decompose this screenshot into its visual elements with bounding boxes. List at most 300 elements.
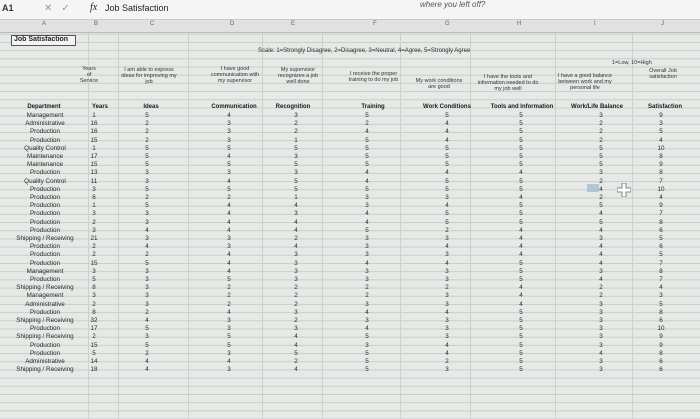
value-cell[interactable]: 4 — [365, 177, 369, 185]
value-cell[interactable]: 4 — [145, 243, 149, 251]
value-cell[interactable]: 3 — [599, 358, 603, 365]
value-cell[interactable]: 4 — [519, 169, 523, 177]
value-cell[interactable]: 5 — [365, 185, 369, 193]
value-cell[interactable]: 1 — [92, 112, 96, 119]
value-cell[interactable]: 5 — [445, 161, 449, 169]
value-cell[interactable]: 5 — [519, 267, 523, 275]
value-cell[interactable]: 3 — [294, 210, 298, 218]
value-cell[interactable]: 3 — [445, 292, 449, 300]
value-cell[interactable]: 5 — [519, 112, 523, 119]
column-letter-f[interactable]: F — [373, 21, 377, 27]
value-cell[interactable]: 4 — [227, 218, 231, 226]
value-cell[interactable]: 3 — [659, 292, 663, 300]
value-cell[interactable]: 7 — [659, 210, 663, 218]
value-cell[interactable]: 5 — [445, 177, 449, 185]
value-cell[interactable]: 3 — [294, 251, 298, 259]
department-cell[interactable]: Management — [26, 112, 64, 119]
value-cell[interactable]: 5 — [294, 185, 298, 193]
value-cell[interactable]: 3 — [445, 251, 449, 259]
department-cell[interactable]: Administrative — [25, 300, 65, 308]
value-cell[interactable]: 4 — [445, 136, 449, 144]
value-cell[interactable]: 3 — [145, 284, 149, 292]
department-cell[interactable]: Shipping / Receiving — [16, 235, 74, 242]
column-letter-a[interactable]: A — [42, 21, 47, 27]
value-cell[interactable]: 5 — [599, 202, 603, 210]
department-cell[interactable]: Production — [29, 341, 61, 349]
department-cell[interactable]: Quality Control — [24, 144, 66, 152]
value-cell[interactable]: 5 — [519, 120, 523, 128]
column-letter-j[interactable]: J — [661, 21, 664, 27]
value-cell[interactable]: 3 — [445, 194, 449, 201]
value-cell[interactable]: 4 — [294, 218, 298, 226]
value-cell[interactable]: 2 — [294, 120, 298, 128]
value-cell[interactable]: 3 — [445, 276, 449, 283]
value-cell[interactable]: 8 — [92, 308, 96, 316]
value-cell[interactable]: 1 — [92, 202, 96, 210]
value-cell[interactable]: 5 — [599, 161, 603, 169]
value-cell[interactable]: 5 — [145, 112, 149, 119]
value-cell[interactable]: 5 — [145, 161, 149, 169]
value-cell[interactable]: 4 — [294, 366, 298, 374]
value-cell[interactable]: 6 — [659, 243, 663, 251]
department-cell[interactable]: Production — [29, 349, 61, 357]
value-cell[interactable]: 4 — [145, 317, 149, 324]
value-cell[interactable]: 5 — [519, 317, 523, 324]
value-cell[interactable]: 4 — [227, 210, 231, 218]
value-cell[interactable]: 2 — [92, 218, 96, 226]
value-cell[interactable]: 2 — [599, 120, 603, 128]
department-cell[interactable]: Administrative — [25, 120, 65, 128]
value-cell[interactable]: 4 — [294, 226, 298, 234]
value-cell[interactable]: 2 — [445, 284, 449, 292]
value-cell[interactable]: 2 — [145, 349, 149, 357]
department-cell[interactable]: Production — [29, 169, 61, 177]
value-cell[interactable]: 2 — [365, 284, 369, 292]
value-cell[interactable]: 5 — [227, 333, 231, 341]
value-cell[interactable]: 3 — [445, 235, 449, 242]
department-cell[interactable]: Maintenance — [26, 153, 64, 160]
value-cell[interactable]: 17 — [90, 153, 98, 160]
value-cell[interactable]: 9 — [659, 112, 663, 119]
value-cell[interactable]: 2 — [145, 194, 149, 201]
value-cell[interactable]: 8 — [659, 308, 663, 316]
value-cell[interactable]: 5 — [145, 325, 149, 333]
value-cell[interactable]: 4 — [445, 202, 449, 210]
value-cell[interactable]: 1 — [294, 194, 298, 201]
value-cell[interactable]: 3 — [145, 235, 149, 242]
department-cell[interactable]: Production — [29, 194, 61, 201]
value-cell[interactable]: 4 — [294, 341, 298, 349]
value-cell[interactable]: 6 — [659, 358, 663, 365]
department-cell[interactable]: Shipping / Receiving — [16, 317, 74, 324]
value-cell[interactable]: 3 — [294, 267, 298, 275]
value-cell[interactable]: 3 — [227, 366, 231, 374]
value-cell[interactable]: 5 — [365, 358, 369, 365]
value-cell[interactable]: 4 — [145, 226, 149, 234]
value-cell[interactable]: 2 — [294, 317, 298, 324]
value-cell[interactable]: 3 — [294, 276, 298, 283]
value-cell[interactable]: 5 — [227, 276, 231, 283]
value-cell[interactable]: 4 — [445, 128, 449, 136]
value-cell[interactable]: 5 — [227, 185, 231, 193]
value-cell[interactable]: 17 — [90, 325, 98, 333]
value-cell[interactable]: 3 — [599, 325, 603, 333]
department-cell[interactable]: Production — [29, 325, 61, 333]
value-cell[interactable]: 4 — [365, 308, 369, 316]
value-cell[interactable]: 3 — [365, 194, 369, 201]
function-icon[interactable]: fx — [90, 2, 98, 13]
value-cell[interactable]: 4 — [519, 243, 523, 251]
value-cell[interactable]: 5 — [365, 153, 369, 160]
value-cell[interactable]: 5 — [659, 251, 663, 259]
value-cell[interactable]: 3 — [227, 235, 231, 242]
column-letter-b[interactable]: B — [94, 21, 99, 27]
value-cell[interactable]: 5 — [659, 128, 663, 136]
value-cell[interactable]: 3 — [365, 267, 369, 275]
value-cell[interactable]: 4 — [599, 349, 603, 357]
value-cell[interactable]: 4 — [445, 341, 449, 349]
value-cell[interactable]: 3 — [92, 267, 96, 275]
value-cell[interactable]: 5 — [145, 144, 149, 152]
value-cell[interactable]: 4 — [294, 333, 298, 341]
value-cell[interactable]: 9 — [659, 161, 663, 169]
value-cell[interactable]: 4 — [227, 308, 231, 316]
value-cell[interactable]: 5 — [519, 144, 523, 152]
value-cell[interactable]: 15 — [90, 341, 98, 349]
value-cell[interactable]: 5 — [365, 161, 369, 169]
department-cell[interactable]: Production — [29, 308, 61, 316]
value-cell[interactable]: 4 — [227, 153, 231, 160]
value-cell[interactable]: 4 — [445, 169, 449, 177]
value-cell[interactable]: 5 — [519, 333, 523, 341]
value-cell[interactable]: 4 — [599, 259, 603, 267]
department-cell[interactable]: Production — [29, 243, 61, 251]
value-cell[interactable]: 11 — [90, 177, 98, 185]
value-cell[interactable]: 5 — [294, 161, 298, 169]
value-cell[interactable]: 5 — [519, 128, 523, 136]
value-cell[interactable]: 3 — [294, 169, 298, 177]
value-cell[interactable]: 5 — [145, 341, 149, 349]
value-cell[interactable]: 4 — [659, 136, 663, 144]
value-cell[interactable]: 3 — [227, 317, 231, 324]
department-cell[interactable]: Production — [29, 185, 61, 193]
value-cell[interactable]: 5 — [519, 161, 523, 169]
value-cell[interactable]: 2 — [365, 292, 369, 300]
value-cell[interactable]: 6 — [659, 226, 663, 234]
value-cell[interactable]: 2 — [599, 284, 603, 292]
value-cell[interactable]: 2 — [227, 194, 231, 201]
value-cell[interactable]: 2 — [294, 284, 298, 292]
value-cell[interactable]: 5 — [519, 210, 523, 218]
value-cell[interactable]: 3 — [227, 243, 231, 251]
value-cell[interactable]: 2 — [599, 136, 603, 144]
value-cell[interactable]: 4 — [599, 210, 603, 218]
value-cell[interactable]: 2 — [227, 284, 231, 292]
value-cell[interactable]: 2 — [294, 358, 298, 365]
value-cell[interactable]: 3 — [445, 317, 449, 324]
value-cell[interactable]: 13 — [90, 169, 98, 177]
value-cell[interactable]: 3 — [145, 300, 149, 308]
value-cell[interactable]: 4 — [227, 251, 231, 259]
value-cell[interactable]: 4 — [599, 276, 603, 283]
value-cell[interactable]: 3 — [365, 202, 369, 210]
value-cell[interactable]: 2 — [92, 333, 96, 341]
value-cell[interactable]: 8 — [92, 284, 96, 292]
value-cell[interactable]: 4 — [519, 300, 523, 308]
value-cell[interactable]: 5 — [599, 144, 603, 152]
value-cell[interactable]: 2 — [294, 128, 298, 136]
value-cell[interactable]: 2 — [145, 136, 149, 144]
value-cell[interactable]: 5 — [365, 366, 369, 374]
value-cell[interactable]: 3 — [92, 185, 96, 193]
value-cell[interactable]: 4 — [599, 251, 603, 259]
value-cell[interactable]: 16 — [90, 128, 98, 136]
value-cell[interactable]: 4 — [445, 349, 449, 357]
department-cell[interactable]: Shipping / Receiving — [16, 284, 74, 292]
value-cell[interactable]: 5 — [92, 276, 96, 283]
value-cell[interactable]: 5 — [659, 235, 663, 242]
value-cell[interactable]: 2 — [294, 235, 298, 242]
value-cell[interactable]: 2 — [145, 128, 149, 136]
value-cell[interactable]: 2 — [294, 292, 298, 300]
formula-cancel-accept-icons[interactable]: ✕✓ — [44, 3, 79, 14]
value-cell[interactable]: 2 — [92, 300, 96, 308]
value-cell[interactable]: 7 — [659, 276, 663, 283]
value-cell[interactable]: 3 — [294, 153, 298, 160]
value-cell[interactable]: 9 — [659, 333, 663, 341]
value-cell[interactable]: 5 — [519, 308, 523, 316]
value-cell[interactable]: 4 — [227, 226, 231, 234]
value-cell[interactable]: 5 — [519, 136, 523, 144]
department-cell[interactable]: Administrative — [25, 358, 65, 365]
value-cell[interactable]: 5 — [519, 177, 523, 185]
value-cell[interactable]: 3 — [365, 243, 369, 251]
value-cell[interactable]: 5 — [599, 218, 603, 226]
value-cell[interactable]: 10 — [657, 144, 665, 152]
value-cell[interactable]: 15 — [90, 136, 98, 144]
department-cell[interactable]: Production — [29, 202, 61, 210]
value-cell[interactable]: 4 — [599, 226, 603, 234]
value-cell[interactable]: 5 — [445, 144, 449, 152]
value-cell[interactable]: 2 — [227, 292, 231, 300]
department-cell[interactable]: Quality Control — [24, 177, 66, 185]
value-cell[interactable]: 3 — [294, 112, 298, 119]
value-cell[interactable]: 3 — [92, 226, 96, 234]
value-cell[interactable]: 4 — [519, 226, 523, 234]
value-cell[interactable]: 4 — [365, 259, 369, 267]
department-cell[interactable]: Production — [29, 210, 61, 218]
value-cell[interactable]: 5 — [659, 300, 663, 308]
value-cell[interactable]: 2 — [92, 243, 96, 251]
value-cell[interactable]: 3 — [365, 317, 369, 324]
value-cell[interactable]: 8 — [659, 169, 663, 177]
value-cell[interactable]: 4 — [365, 325, 369, 333]
value-cell[interactable]: 15 — [90, 161, 98, 169]
value-cell[interactable]: 4 — [294, 243, 298, 251]
value-cell[interactable]: 5 — [365, 136, 369, 144]
value-cell[interactable]: 6 — [659, 317, 663, 324]
value-cell[interactable]: 8 — [659, 349, 663, 357]
value-cell[interactable]: 1 — [92, 144, 96, 152]
value-cell[interactable]: 5 — [227, 144, 231, 152]
department-cell[interactable]: Production — [29, 226, 61, 234]
value-cell[interactable]: 14 — [90, 358, 98, 365]
department-cell[interactable]: Production — [29, 251, 61, 259]
value-cell[interactable]: 3 — [445, 366, 449, 374]
department-cell[interactable]: Maintenance — [26, 161, 64, 169]
value-cell[interactable]: 4 — [227, 112, 231, 119]
value-cell[interactable]: 4 — [294, 202, 298, 210]
value-cell[interactable]: 9 — [659, 341, 663, 349]
value-cell[interactable]: 4 — [599, 185, 603, 193]
value-cell[interactable]: 5 — [365, 333, 369, 341]
value-cell[interactable]: 3 — [599, 235, 603, 242]
value-cell[interactable]: 3 — [599, 341, 603, 349]
value-cell[interactable]: 6 — [92, 194, 96, 201]
value-cell[interactable]: 18 — [90, 366, 98, 374]
value-cell[interactable]: 3 — [145, 169, 149, 177]
value-cell[interactable]: 3 — [145, 177, 149, 185]
value-cell[interactable]: 3 — [227, 349, 231, 357]
column-letter-c[interactable]: C — [150, 21, 155, 27]
value-cell[interactable]: 5 — [599, 153, 603, 160]
value-cell[interactable]: 4 — [365, 128, 369, 136]
value-cell[interactable]: 5 — [445, 218, 449, 226]
value-cell[interactable]: 5 — [365, 226, 369, 234]
value-cell[interactable]: 5 — [519, 202, 523, 210]
value-cell[interactable]: 3 — [445, 333, 449, 341]
column-header-row[interactable] — [0, 20, 700, 33]
value-cell[interactable]: 3 — [145, 333, 149, 341]
formula-input[interactable]: Job Satisfaction — [105, 3, 169, 13]
value-cell[interactable]: 3 — [294, 325, 298, 333]
value-cell[interactable]: 4 — [519, 292, 523, 300]
value-cell[interactable]: 3 — [365, 341, 369, 349]
value-cell[interactable]: 3 — [92, 210, 96, 218]
value-cell[interactable]: 2 — [365, 120, 369, 128]
value-cell[interactable]: 2 — [227, 300, 231, 308]
value-cell[interactable]: 2 — [145, 120, 149, 128]
value-cell[interactable]: 4 — [365, 210, 369, 218]
value-cell[interactable]: 2 — [445, 226, 449, 234]
value-cell[interactable]: 2 — [145, 251, 149, 259]
value-cell[interactable]: 3 — [599, 112, 603, 119]
department-cell[interactable]: Shipping / Receiving — [16, 366, 74, 374]
value-cell[interactable]: 5 — [519, 259, 523, 267]
department-cell[interactable]: Production — [29, 218, 61, 226]
value-cell[interactable]: 4 — [519, 251, 523, 259]
name-box[interactable]: A1 — [2, 3, 14, 13]
value-cell[interactable]: 5 — [365, 144, 369, 152]
value-cell[interactable]: 5 — [365, 349, 369, 357]
value-cell[interactable]: 8 — [659, 218, 663, 226]
department-cell[interactable]: Management — [26, 292, 64, 300]
value-cell[interactable]: 5 — [145, 202, 149, 210]
value-cell[interactable]: 3 — [227, 120, 231, 128]
value-cell[interactable]: 3 — [659, 120, 663, 128]
value-cell[interactable]: 5 — [445, 153, 449, 160]
value-cell[interactable]: 3 — [365, 235, 369, 242]
value-cell[interactable]: 3 — [145, 210, 149, 218]
value-cell[interactable]: 3 — [145, 292, 149, 300]
department-cell[interactable]: Shipping / Receiving — [16, 333, 74, 341]
department-cell[interactable]: Production — [29, 276, 61, 283]
value-cell[interactable]: 5 — [227, 341, 231, 349]
value-cell[interactable]: 2 — [445, 358, 449, 365]
value-cell[interactable]: 5 — [519, 366, 523, 374]
column-letter-h[interactable]: H — [517, 21, 522, 27]
value-cell[interactable]: 3 — [445, 267, 449, 275]
value-cell[interactable]: 2 — [599, 292, 603, 300]
value-cell[interactable]: 2 — [599, 177, 603, 185]
value-cell[interactable]: 4 — [445, 259, 449, 267]
value-cell[interactable]: 4 — [365, 218, 369, 226]
value-cell[interactable]: 3 — [145, 276, 149, 283]
value-cell[interactable]: 5 — [227, 161, 231, 169]
value-cell[interactable]: 4 — [445, 243, 449, 251]
value-cell[interactable]: 5 — [445, 185, 449, 193]
department-cell[interactable]: Production — [29, 259, 61, 267]
value-cell[interactable]: 5 — [145, 185, 149, 193]
value-cell[interactable]: 4 — [227, 177, 231, 185]
value-cell[interactable]: 8 — [659, 267, 663, 275]
value-cell[interactable]: 4 — [519, 235, 523, 242]
value-cell[interactable]: 5 — [294, 144, 298, 152]
value-cell[interactable]: 5 — [445, 112, 449, 119]
value-cell[interactable]: 8 — [659, 153, 663, 160]
department-cell[interactable]: Management — [26, 267, 64, 275]
value-cell[interactable]: 4 — [145, 358, 149, 365]
value-cell[interactable]: 5 — [365, 112, 369, 119]
value-cell[interactable]: 3 — [599, 366, 603, 374]
value-cell[interactable]: 5 — [519, 358, 523, 365]
value-cell[interactable]: 6 — [659, 366, 663, 374]
value-cell[interactable]: 5 — [92, 349, 96, 357]
value-cell[interactable]: 4 — [227, 358, 231, 365]
value-cell[interactable]: 1 — [294, 136, 298, 144]
value-cell[interactable]: 5 — [445, 210, 449, 218]
value-cell[interactable]: 9 — [659, 202, 663, 210]
value-cell[interactable]: 4 — [227, 267, 231, 275]
value-cell[interactable]: 2 — [599, 194, 603, 201]
value-cell[interactable]: 5 — [519, 218, 523, 226]
value-cell[interactable]: 4 — [445, 308, 449, 316]
value-cell[interactable]: 5 — [519, 325, 523, 333]
column-letter-i[interactable]: I — [594, 21, 596, 27]
value-cell[interactable]: 5 — [145, 259, 149, 267]
value-cell[interactable]: 3 — [227, 128, 231, 136]
column-letter-g[interactable]: G — [445, 21, 450, 27]
value-cell[interactable]: 21 — [90, 235, 98, 242]
value-cell[interactable]: 4 — [599, 243, 603, 251]
value-cell[interactable]: 3 — [92, 292, 96, 300]
column-letter-d[interactable]: D — [230, 21, 235, 27]
value-cell[interactable]: 2 — [92, 251, 96, 259]
value-cell[interactable]: 2 — [294, 300, 298, 308]
value-cell[interactable]: 4 — [365, 169, 369, 177]
value-cell[interactable]: 3 — [227, 169, 231, 177]
value-cell[interactable]: 10 — [657, 325, 665, 333]
value-cell[interactable]: 3 — [294, 259, 298, 267]
value-cell[interactable]: 3 — [599, 169, 603, 177]
value-cell[interactable]: 3 — [227, 136, 231, 144]
value-cell[interactable]: 3 — [365, 251, 369, 259]
value-cell[interactable]: 3 — [599, 300, 603, 308]
value-cell[interactable]: 5 — [519, 276, 523, 283]
value-cell[interactable]: 4 — [519, 194, 523, 201]
value-cell[interactable]: 3 — [445, 300, 449, 308]
value-cell[interactable]: 4 — [519, 284, 523, 292]
